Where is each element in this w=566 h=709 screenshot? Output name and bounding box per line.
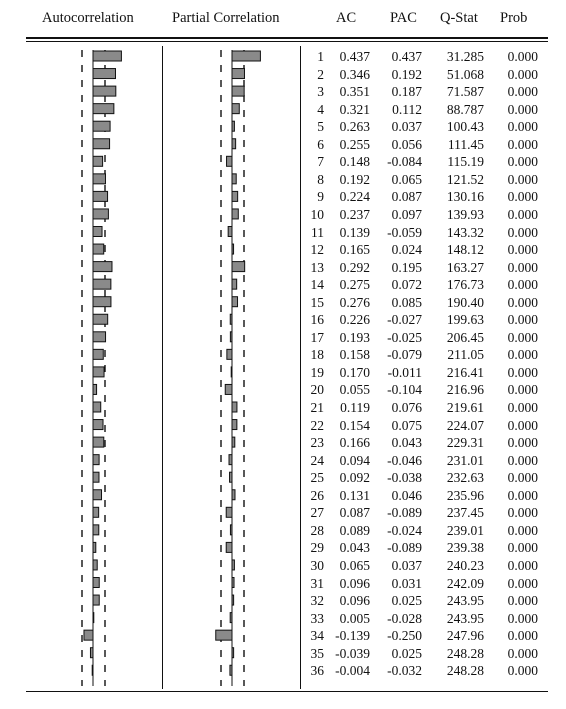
lag-cell: 7 bbox=[317, 154, 324, 170]
table-row bbox=[300, 189, 550, 207]
pac-cell: -0.084 bbox=[387, 154, 422, 170]
ac-bar bbox=[93, 507, 99, 517]
qstat-cell: 235.96 bbox=[446, 487, 484, 503]
qstat-cell: 139.93 bbox=[446, 206, 484, 222]
pac-bar bbox=[232, 262, 245, 272]
pac-bar bbox=[230, 613, 232, 623]
qstat-cell: 247.96 bbox=[446, 628, 484, 644]
table-row bbox=[300, 67, 550, 85]
ac-cell: 0.094 bbox=[339, 452, 370, 468]
qstat-cell: 163.27 bbox=[446, 259, 484, 275]
prob-cell: 0.000 bbox=[507, 277, 538, 293]
pac-cell: -0.089 bbox=[387, 505, 422, 521]
lag-cell: 32 bbox=[310, 593, 324, 609]
lag-cell: 27 bbox=[310, 505, 324, 521]
prob-cell: 0.000 bbox=[507, 400, 538, 415]
lag-cell: 20 bbox=[310, 382, 324, 398]
prob-cell: 0.000 bbox=[507, 382, 538, 398]
ac-bar bbox=[90, 648, 93, 658]
pac-cell: -0.059 bbox=[387, 224, 422, 240]
ac-bar bbox=[93, 69, 115, 79]
pac-cell: 0.046 bbox=[391, 487, 422, 503]
table-row bbox=[300, 593, 550, 611]
pac-cell: -0.027 bbox=[387, 312, 422, 328]
ac-bar bbox=[93, 121, 110, 131]
ac-cell: 0.292 bbox=[339, 259, 370, 275]
prob-cell: 0.000 bbox=[507, 171, 538, 187]
lag-cell: 4 bbox=[317, 101, 324, 117]
table-row bbox=[300, 382, 550, 400]
lag-cell: 28 bbox=[310, 522, 324, 538]
pac-cell: 0.037 bbox=[391, 119, 422, 135]
prob-cell: 0.000 bbox=[507, 206, 538, 222]
ac-bar bbox=[93, 560, 97, 570]
ac-cell: -0.004 bbox=[335, 663, 370, 679]
ac-cell: 0.346 bbox=[339, 66, 370, 82]
pac-bar bbox=[232, 595, 234, 605]
ac-cell: 0.131 bbox=[339, 487, 370, 503]
ac-cell: 0.263 bbox=[339, 119, 370, 135]
qstat-cell: 211.05 bbox=[447, 347, 484, 363]
lag-cell: 19 bbox=[310, 364, 324, 380]
prob-cell: 0.000 bbox=[507, 294, 538, 310]
lag-cell: 26 bbox=[310, 487, 324, 503]
pac-cell: -0.025 bbox=[387, 329, 422, 345]
pac-bar bbox=[232, 191, 238, 201]
pac-bar bbox=[232, 402, 237, 412]
table-row bbox=[300, 295, 550, 313]
pac-cell: -0.046 bbox=[387, 452, 422, 468]
prob-cell: 0.000 bbox=[507, 417, 538, 433]
prob-cell: 0.000 bbox=[507, 505, 538, 521]
lag-cell: 16 bbox=[310, 312, 324, 328]
table-row bbox=[300, 172, 550, 190]
pac-bar bbox=[232, 297, 238, 307]
table-row bbox=[300, 418, 550, 436]
table-row bbox=[300, 277, 550, 295]
table-row bbox=[300, 330, 550, 348]
pac-bar bbox=[232, 104, 239, 114]
qstat-cell: 248.28 bbox=[446, 645, 484, 661]
ac-cell: 0.089 bbox=[339, 522, 370, 538]
ac-cell: 0.087 bbox=[339, 505, 370, 521]
ac-bar bbox=[93, 367, 104, 377]
ac-cell: 0.321 bbox=[339, 101, 370, 117]
ac-bar bbox=[93, 209, 108, 219]
ac-bar bbox=[93, 472, 99, 482]
pac-cell: 0.025 bbox=[391, 593, 422, 609]
qstat-cell: 199.63 bbox=[446, 312, 484, 328]
pac-bar bbox=[232, 560, 234, 570]
ac-cell: -0.139 bbox=[335, 628, 370, 644]
qstat-cell: 239.38 bbox=[446, 540, 484, 556]
table-row bbox=[300, 207, 550, 225]
prob-cell: 0.000 bbox=[507, 452, 538, 468]
ac-cell: 0.275 bbox=[339, 277, 370, 293]
table-row bbox=[300, 453, 550, 471]
table-row bbox=[300, 628, 550, 646]
prob-cell: 0.000 bbox=[507, 470, 538, 486]
table-row bbox=[300, 505, 550, 523]
table-row bbox=[300, 435, 550, 453]
qstat-cell: 206.45 bbox=[446, 329, 484, 345]
qstat-cell: 231.01 bbox=[446, 452, 484, 468]
qstat-cell: 88.787 bbox=[446, 101, 484, 117]
pac-cell: 0.097 bbox=[391, 206, 422, 222]
ac-bar bbox=[84, 630, 93, 640]
qstat-cell: 216.41 bbox=[446, 364, 484, 380]
pac-bar bbox=[231, 367, 232, 377]
lag-cell: 18 bbox=[310, 347, 324, 363]
ac-cell: 0.276 bbox=[339, 294, 370, 310]
prob-cell: 0.000 bbox=[507, 242, 538, 258]
prob-cell: 0.000 bbox=[507, 189, 538, 205]
pac-bar bbox=[230, 525, 232, 535]
prob-cell: 0.000 bbox=[507, 84, 538, 100]
pac-cell: 0.085 bbox=[391, 294, 422, 310]
ac-bar bbox=[92, 665, 93, 675]
pac-bar bbox=[227, 156, 232, 166]
pac-cell: 0.112 bbox=[392, 101, 422, 117]
prob-cell: 0.000 bbox=[507, 119, 538, 135]
pac-cell: -0.250 bbox=[387, 628, 422, 644]
lag-cell: 25 bbox=[310, 470, 324, 486]
pac-cell: -0.028 bbox=[387, 610, 422, 626]
pac-bar bbox=[230, 332, 232, 342]
header-partial-correlation: Partial Correlation bbox=[172, 10, 280, 26]
qstat-cell: 224.07 bbox=[446, 417, 484, 433]
pac-cell: -0.032 bbox=[387, 663, 422, 679]
lag-cell: 2 bbox=[317, 66, 324, 82]
pac-bar bbox=[229, 455, 232, 465]
qstat-cell: 232.63 bbox=[446, 470, 484, 486]
prob-cell: 0.000 bbox=[507, 610, 538, 626]
pac-cell: 0.031 bbox=[391, 575, 422, 591]
ac-bar bbox=[93, 490, 102, 500]
pac-bar bbox=[226, 542, 232, 552]
pac-cell: 0.037 bbox=[391, 557, 422, 573]
pac-cell: 0.072 bbox=[391, 277, 422, 293]
table-row bbox=[300, 646, 550, 664]
prob-cell: 0.000 bbox=[507, 645, 538, 661]
prob-cell: 0.000 bbox=[507, 136, 538, 152]
ac-cell: -0.039 bbox=[335, 645, 370, 661]
prob-cell: 0.000 bbox=[507, 49, 538, 64]
table-row bbox=[300, 312, 550, 330]
pac-bar bbox=[228, 227, 232, 237]
pac-cell: 0.025 bbox=[391, 645, 422, 661]
pac-cell: -0.038 bbox=[387, 470, 422, 486]
table-row bbox=[300, 611, 550, 629]
qstat-cell: 190.40 bbox=[446, 294, 484, 310]
prob-cell: 0.000 bbox=[507, 540, 538, 556]
qstat-cell: 216.96 bbox=[446, 382, 484, 398]
table-row bbox=[300, 260, 550, 278]
table-row bbox=[300, 347, 550, 365]
ac-cell: 0.170 bbox=[339, 364, 370, 380]
qstat-cell: 219.61 bbox=[446, 400, 484, 415]
ac-cell: 0.193 bbox=[339, 329, 370, 345]
ac-bar bbox=[93, 262, 112, 272]
ac-bar bbox=[93, 51, 121, 61]
ac-cell: 0.158 bbox=[339, 347, 370, 363]
ac-bar bbox=[93, 139, 110, 149]
qstat-cell: 242.09 bbox=[446, 575, 484, 591]
lag-cell: 9 bbox=[317, 189, 324, 205]
qstat-cell: 51.068 bbox=[446, 66, 484, 82]
qstat-cell: 239.01 bbox=[446, 522, 484, 538]
lag-cell: 3 bbox=[317, 84, 324, 100]
ac-cell: 0.139 bbox=[339, 224, 370, 240]
pac-bar bbox=[232, 51, 260, 61]
ac-cell: 0.005 bbox=[339, 610, 370, 626]
qstat-cell: 71.587 bbox=[446, 84, 484, 100]
ac-cell: 0.255 bbox=[339, 136, 370, 152]
qstat-cell: 121.52 bbox=[446, 171, 484, 187]
ac-bar bbox=[93, 279, 111, 289]
ac-cell: 0.437 bbox=[339, 49, 370, 64]
qstat-cell: 243.95 bbox=[446, 593, 484, 609]
ac-bar bbox=[93, 525, 99, 535]
prob-cell: 0.000 bbox=[507, 663, 538, 679]
pac-cell: 0.076 bbox=[391, 400, 422, 415]
ac-bar bbox=[93, 437, 104, 447]
table-row bbox=[300, 558, 550, 576]
lag-cell: 15 bbox=[310, 294, 324, 310]
ac-cell: 0.237 bbox=[339, 206, 370, 222]
pac-cell: 0.195 bbox=[391, 259, 422, 275]
table-row bbox=[300, 84, 550, 102]
lag-cell: 5 bbox=[317, 119, 324, 135]
pac-bar bbox=[225, 384, 232, 394]
lag-cell: 31 bbox=[310, 575, 324, 591]
pac-cell: 0.075 bbox=[391, 417, 422, 433]
pac-bar bbox=[232, 437, 235, 447]
header-qstat: Q-Stat bbox=[440, 10, 478, 26]
pac-bar bbox=[232, 279, 237, 289]
pac-cell: -0.011 bbox=[387, 364, 422, 380]
table-row bbox=[300, 119, 550, 137]
ac-cell: 0.226 bbox=[339, 312, 370, 328]
ac-bar bbox=[93, 191, 108, 201]
lag-cell: 21 bbox=[310, 400, 324, 415]
table-row bbox=[300, 523, 550, 541]
table-row bbox=[300, 102, 550, 120]
lag-cell: 24 bbox=[310, 452, 324, 468]
header-prob: Prob bbox=[500, 10, 528, 26]
table-row bbox=[300, 365, 550, 383]
table-row bbox=[300, 400, 550, 418]
header-autocorrelation: Autocorrelation bbox=[42, 10, 134, 26]
table-row bbox=[300, 49, 550, 67]
table-row bbox=[300, 225, 550, 243]
lag-cell: 17 bbox=[310, 329, 324, 345]
pac-cell: 0.192 bbox=[391, 66, 422, 82]
ac-bar bbox=[93, 595, 99, 605]
pac-bar bbox=[232, 244, 234, 254]
qstat-cell: 115.19 bbox=[447, 154, 484, 170]
qstat-cell: 229.31 bbox=[446, 435, 484, 451]
qstat-cell: 148.12 bbox=[446, 242, 484, 258]
pac-cell: -0.089 bbox=[387, 540, 422, 556]
prob-cell: 0.000 bbox=[507, 487, 538, 503]
ac-cell: 0.055 bbox=[339, 382, 370, 398]
prob-cell: 0.000 bbox=[507, 154, 538, 170]
lag-cell: 29 bbox=[310, 540, 324, 556]
pac-cell: 0.437 bbox=[391, 49, 422, 64]
ac-bar bbox=[93, 420, 103, 430]
prob-cell: 0.000 bbox=[507, 575, 538, 591]
ac-cell: 0.096 bbox=[339, 575, 370, 591]
qstat-cell: 243.95 bbox=[446, 610, 484, 626]
lag-cell: 10 bbox=[310, 206, 324, 222]
lag-cell: 34 bbox=[310, 628, 324, 644]
ac-cell: 0.192 bbox=[339, 171, 370, 187]
prob-cell: 0.000 bbox=[507, 329, 538, 345]
ac-cell: 0.165 bbox=[339, 242, 370, 258]
qstat-cell: 31.285 bbox=[446, 49, 484, 64]
table-row bbox=[300, 154, 550, 172]
prob-cell: 0.000 bbox=[507, 259, 538, 275]
pac-bar bbox=[216, 630, 232, 640]
lag-cell: 8 bbox=[317, 171, 324, 187]
pac-bar bbox=[232, 174, 236, 184]
lag-cell: 11 bbox=[311, 224, 324, 240]
lag-cell: 35 bbox=[310, 645, 324, 661]
pac-bar bbox=[226, 507, 232, 517]
ac-bar bbox=[93, 613, 94, 623]
ac-cell: 0.166 bbox=[339, 435, 370, 451]
ac-cell: 0.224 bbox=[339, 189, 370, 205]
prob-cell: 0.000 bbox=[507, 101, 538, 117]
ac-cell: 0.119 bbox=[340, 400, 370, 415]
prob-cell: 0.000 bbox=[507, 224, 538, 240]
lag-cell: 1 bbox=[317, 49, 324, 64]
table-row bbox=[300, 242, 550, 260]
lag-cell: 13 bbox=[310, 259, 324, 275]
qstat-cell: 130.16 bbox=[446, 189, 484, 205]
ac-bar bbox=[93, 542, 96, 552]
ac-bar bbox=[93, 227, 102, 237]
prob-cell: 0.000 bbox=[507, 312, 538, 328]
qstat-cell: 248.28 bbox=[446, 663, 484, 679]
ac-cell: 0.096 bbox=[339, 593, 370, 609]
pac-bar bbox=[227, 349, 232, 359]
pac-bar bbox=[230, 314, 232, 324]
ac-bar bbox=[93, 349, 103, 359]
header-ac: AC bbox=[336, 10, 357, 26]
table-row bbox=[300, 576, 550, 594]
prob-cell: 0.000 bbox=[507, 364, 538, 380]
ac-bar bbox=[93, 244, 104, 254]
prob-cell: 0.000 bbox=[507, 628, 538, 644]
prob-cell: 0.000 bbox=[507, 593, 538, 609]
pac-cell: 0.065 bbox=[391, 171, 422, 187]
lag-cell: 14 bbox=[310, 277, 324, 293]
prob-cell: 0.000 bbox=[507, 522, 538, 538]
ac-bar bbox=[93, 455, 99, 465]
pac-bar bbox=[230, 472, 232, 482]
pac-bar bbox=[232, 69, 244, 79]
pac-bar bbox=[232, 578, 234, 588]
ac-cell: 0.148 bbox=[339, 154, 370, 170]
ac-cell: 0.065 bbox=[339, 557, 370, 573]
prob-cell: 0.000 bbox=[507, 347, 538, 363]
table-row bbox=[300, 488, 550, 506]
prob-cell: 0.000 bbox=[507, 435, 538, 451]
qstat-cell: 111.45 bbox=[447, 136, 484, 152]
table-row bbox=[300, 470, 550, 488]
lag-cell: 12 bbox=[310, 242, 324, 258]
ac-bar bbox=[93, 104, 114, 114]
ac-bar bbox=[93, 578, 99, 588]
lag-cell: 36 bbox=[310, 663, 324, 679]
pac-cell: -0.024 bbox=[387, 522, 422, 538]
lag-cell: 23 bbox=[310, 435, 324, 451]
table-row bbox=[300, 540, 550, 558]
ac-bar bbox=[93, 314, 108, 324]
ac-bar bbox=[93, 332, 106, 342]
lag-cell: 30 bbox=[310, 557, 324, 573]
pac-bar bbox=[232, 648, 234, 658]
ac-bar bbox=[93, 156, 103, 166]
qstat-cell: 240.23 bbox=[446, 557, 484, 573]
ac-bar bbox=[93, 86, 116, 96]
qstat-cell: 237.45 bbox=[446, 505, 484, 521]
pac-bar bbox=[232, 139, 236, 149]
lag-cell: 33 bbox=[310, 610, 324, 626]
lag-cell: 22 bbox=[310, 417, 324, 433]
ac-bar bbox=[93, 384, 97, 394]
pac-cell: 0.087 bbox=[391, 189, 422, 205]
ac-bar bbox=[93, 174, 105, 184]
qstat-cell: 143.32 bbox=[446, 224, 484, 240]
ac-cell: 0.351 bbox=[339, 84, 370, 100]
ac-cell: 0.092 bbox=[339, 470, 370, 486]
pac-bar bbox=[232, 420, 237, 430]
prob-cell: 0.000 bbox=[507, 66, 538, 82]
pac-cell: -0.079 bbox=[387, 347, 422, 363]
pac-cell: 0.056 bbox=[391, 136, 422, 152]
pac-cell: 0.187 bbox=[391, 84, 422, 100]
ac-bar bbox=[93, 297, 111, 307]
pac-bar bbox=[232, 86, 244, 96]
prob-cell: 0.000 bbox=[507, 557, 538, 573]
lag-cell: 6 bbox=[317, 136, 324, 152]
pac-bar bbox=[232, 209, 238, 219]
pac-cell: 0.043 bbox=[391, 435, 422, 451]
pac-cell: 0.024 bbox=[391, 242, 422, 258]
ac-cell: 0.043 bbox=[339, 540, 370, 556]
qstat-cell: 100.43 bbox=[446, 119, 484, 135]
ac-bar bbox=[93, 402, 101, 412]
pac-bar bbox=[230, 665, 232, 675]
pac-bar bbox=[232, 121, 234, 131]
pac-bar bbox=[232, 490, 235, 500]
table-row bbox=[300, 137, 550, 155]
table-row bbox=[300, 663, 550, 681]
ac-cell: 0.154 bbox=[339, 417, 370, 433]
pac-cell: -0.104 bbox=[387, 382, 422, 398]
qstat-cell: 176.73 bbox=[446, 277, 484, 293]
header-pac: PAC bbox=[390, 10, 417, 26]
